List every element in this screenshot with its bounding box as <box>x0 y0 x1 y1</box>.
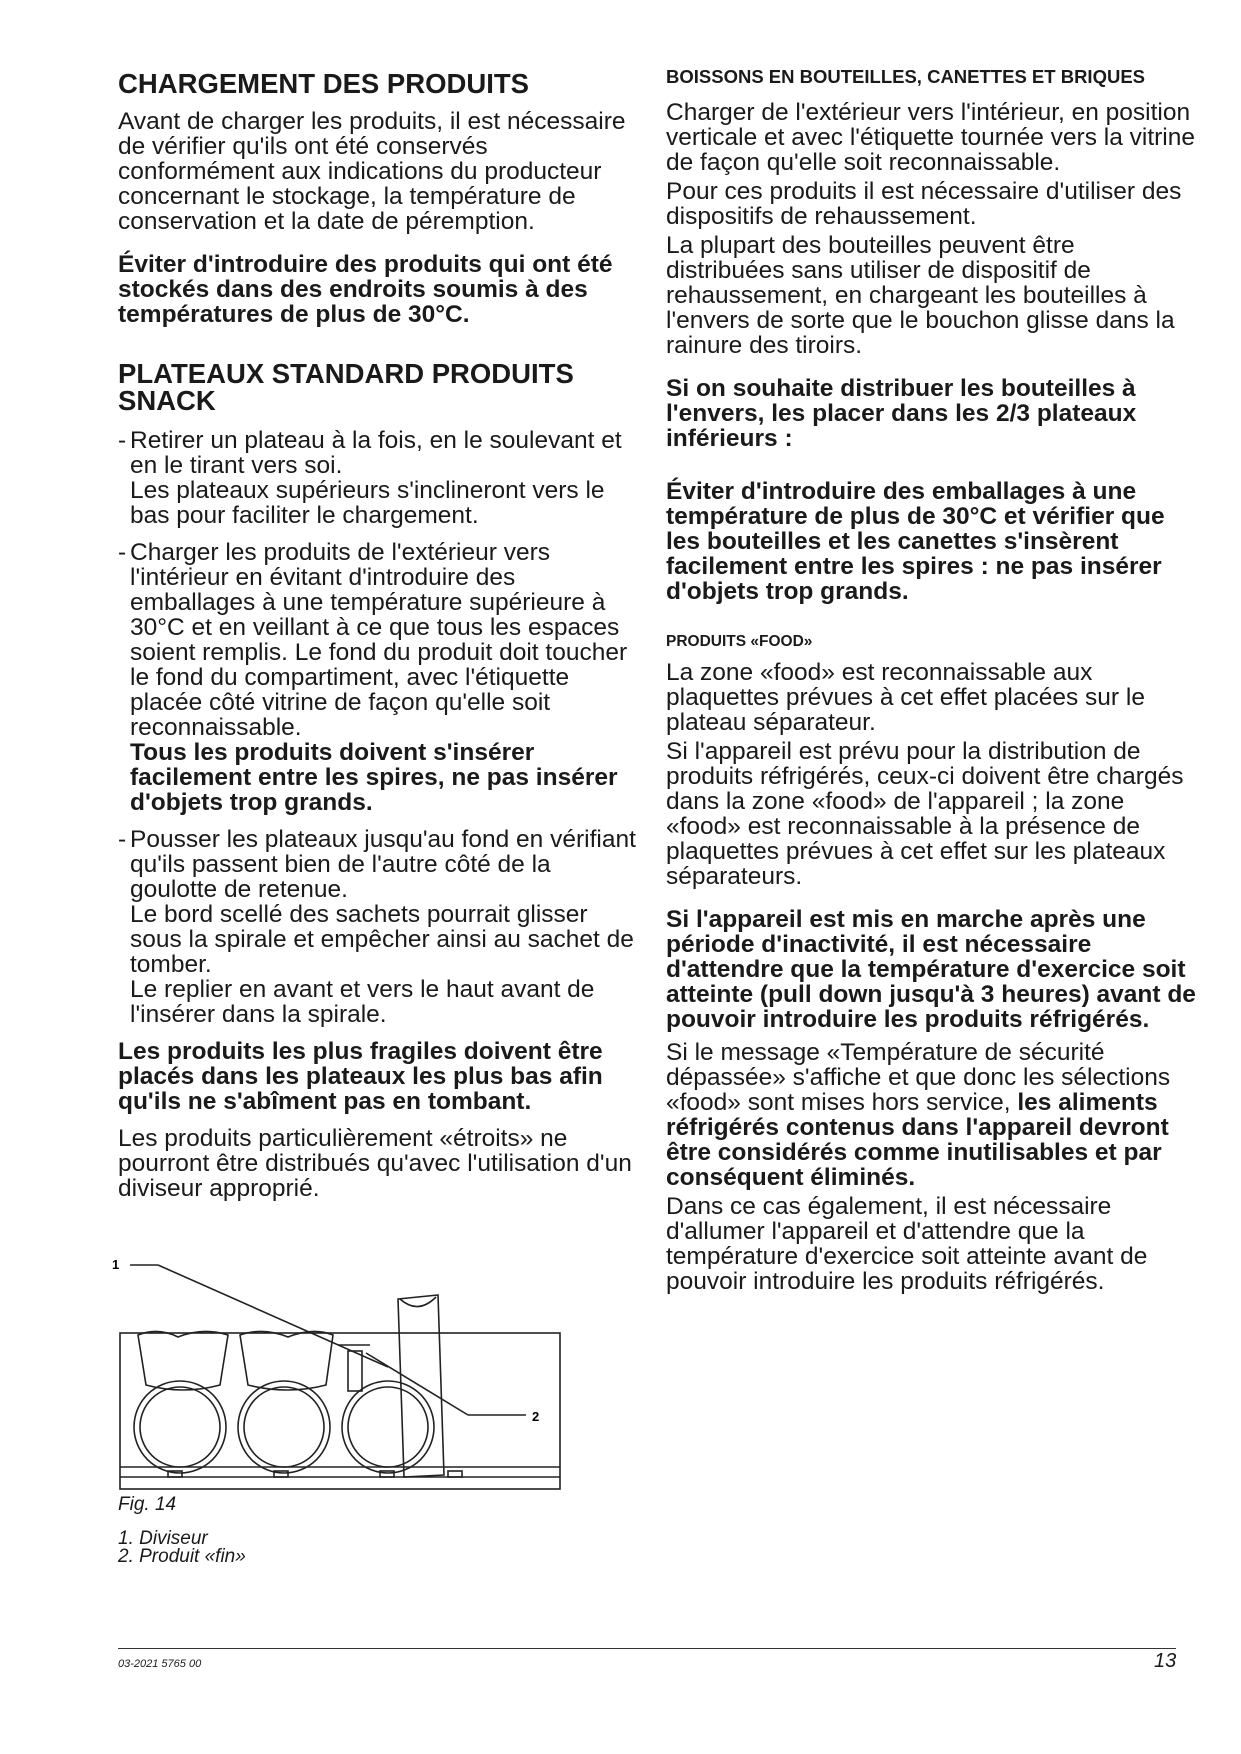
food-paragraph-3 <box>666 1040 1198 1190</box>
bottles-warning-2: Éviter d'introduire des emballages à une température de plus de 30°C et vérifier que les bouteilles et les canettes s'insèrent facilement entre les spires : ne pas insérer d'objets trop grands. <box>666 478 1165 605</box>
figure-14 <box>108 1245 578 1505</box>
legend-item-1: 1. Diviseur <box>118 1528 208 1549</box>
heading-plateaux: PLATEAUX STANDARD PRODUITS SNACK <box>118 358 574 416</box>
document-code: 03-2021 5765 00 <box>118 1658 202 1670</box>
step-text: Pousser les plateaux jusqu'au fond en vérifiant qu'ils passent bien de l'autre côté de la goulotte de retenue. <box>130 826 636 903</box>
heading-food: PRODUITS «FOOD» <box>666 633 813 650</box>
step-bold: Tous les produits doivent s'insérer facilement entre les spires, ne pas insérer d'objets trop grands. <box>130 739 618 816</box>
footer-rule <box>118 1648 1176 1649</box>
bottles-paragraph-2: Pour ces produits il est nécessaire d'utiliser des dispositifs de rehaussement. <box>666 178 1182 230</box>
warning-temperature: Éviter d'introduire des produits qui ont été stockés dans des endroits soumis à des températures de plus de 30°C. <box>118 251 613 328</box>
callout-2: 2 <box>532 1409 540 1424</box>
left-column <box>118 62 638 1201</box>
food-paragraph-2: Si l'appareil est prévu pour la distribution de produits réfrigérés, ceux-ci doivent être chargés dans la zone «food» de l'appareil ; la zone «food» est reconnaissable à la présence de plaquettes prévues à cet effet sur les plateaux séparateurs. <box>666 738 1184 890</box>
food-message-text: Si le message «Température de sécurité dépassée» s'affiche et que donc les sélections «food» sont mises hors service, <box>666 1039 1171 1116</box>
food-message-bold: les aliments réfrigérés contenus dans l'appareil devront être considérés comme inutilisables et par conséquent éliminés. <box>666 1089 1169 1191</box>
bottles-warning-1: Si on souhaite distribuer les bouteilles à l'envers, les placer dans les 2/3 plateaux inférieurs : <box>666 375 1137 452</box>
step-text-2: Le bord scellé des sachets pourrait glisser sous la spirale et empêcher ainsi au sachet de tomber. <box>130 901 634 978</box>
legend-item-2: 2. Produit «fin» <box>118 1546 246 1567</box>
dash-bullet: - <box>118 539 127 566</box>
heading-boissons: BOISSONS EN BOUTEILLES, CANETTES ET BRIQUES <box>666 66 1145 87</box>
figure-caption: Fig. 14 <box>118 1494 177 1515</box>
food-warning: Si l'appareil est mis en marche après une période d'inactivité, il est nécessaire d'attendre que la température d'exercice soit atteinte (pull down jusqu'à 3 heures) avant de pouvoir introduire les produits réfrigérés. <box>666 906 1196 1033</box>
dash-bullet: - <box>118 826 127 853</box>
list-item <box>118 540 638 815</box>
step-text: Retirer un plateau à la fois, en le soulevant et en le tirant vers soi. <box>130 427 622 479</box>
step-list <box>118 428 638 1027</box>
dash-bullet: - <box>118 427 127 454</box>
callout-1: 1 <box>112 1257 120 1272</box>
bottles-paragraph-3: La plupart des bouteilles peuvent être distribuées sans utiliser de dispositif de rehaussement, en chargeant les bouteilles à l'envers de sorte que le bouchon glisse dans la rainure des tiroirs. <box>666 232 1175 359</box>
list-item <box>118 428 638 528</box>
step-text-2: Les plateaux supérieurs s'inclineront vers le bas pour faciliter le chargement. <box>130 477 605 529</box>
step-text: Charger les produits de l'extérieur vers l'intérieur en évitant d'introduire des emballages à une température supérieure à 30°C et en veillant à ce que tous les espaces soient remplis. Le fond du produit doit toucher le fond du compartiment, avec l'étiquette placée côté vitrine de façon qu'elle soit reconnaissable. <box>130 539 628 741</box>
food-paragraph-1: La zone «food» est reconnaissable aux plaquettes prévues à cet effet placées sur le plateau séparateur. <box>666 659 1145 736</box>
food-paragraph-4: Dans ce cas également, il est nécessaire d'allumer l'appareil et d'attendre que la température d'exercice soit atteinte avant de pouvoir introduire les produits réfrigérés. <box>666 1193 1148 1295</box>
bottles-paragraph-1: Charger de l'extérieur vers l'intérieur, en position verticale et avec l'étiquette tournée vers la vitrine de façon qu'elle soit reconnaissable. <box>666 99 1195 176</box>
intro-paragraph: Avant de charger les produits, il est nécessaire de vérifier qu'ils ont été conservés conformément aux indications du producteur concernant le stockage, la température de conservation et la date de péremption. <box>118 108 626 235</box>
warning-fragile: Les produits les plus fragiles doivent être placés dans les plateaux les plus bas afin qu'ils ne s'abîment pas en tombant. <box>118 1038 603 1115</box>
tray-illustration <box>108 1245 578 1505</box>
figure-legend <box>118 1530 246 1566</box>
page-number: 13 <box>1154 1650 1177 1672</box>
narrow-products: Les produits particulièrement «étroits» ne pourront être distribués qu'avec l'utilisation d'un diviseur approprié. <box>118 1125 632 1202</box>
right-column <box>666 62 1198 1294</box>
heading-chargement: CHARGEMENT DES PRODUITS <box>118 68 529 99</box>
step-text-3: Le replier en avant et vers le haut avant de l'insérer dans la spirale. <box>130 976 595 1028</box>
list-item <box>118 827 638 1027</box>
